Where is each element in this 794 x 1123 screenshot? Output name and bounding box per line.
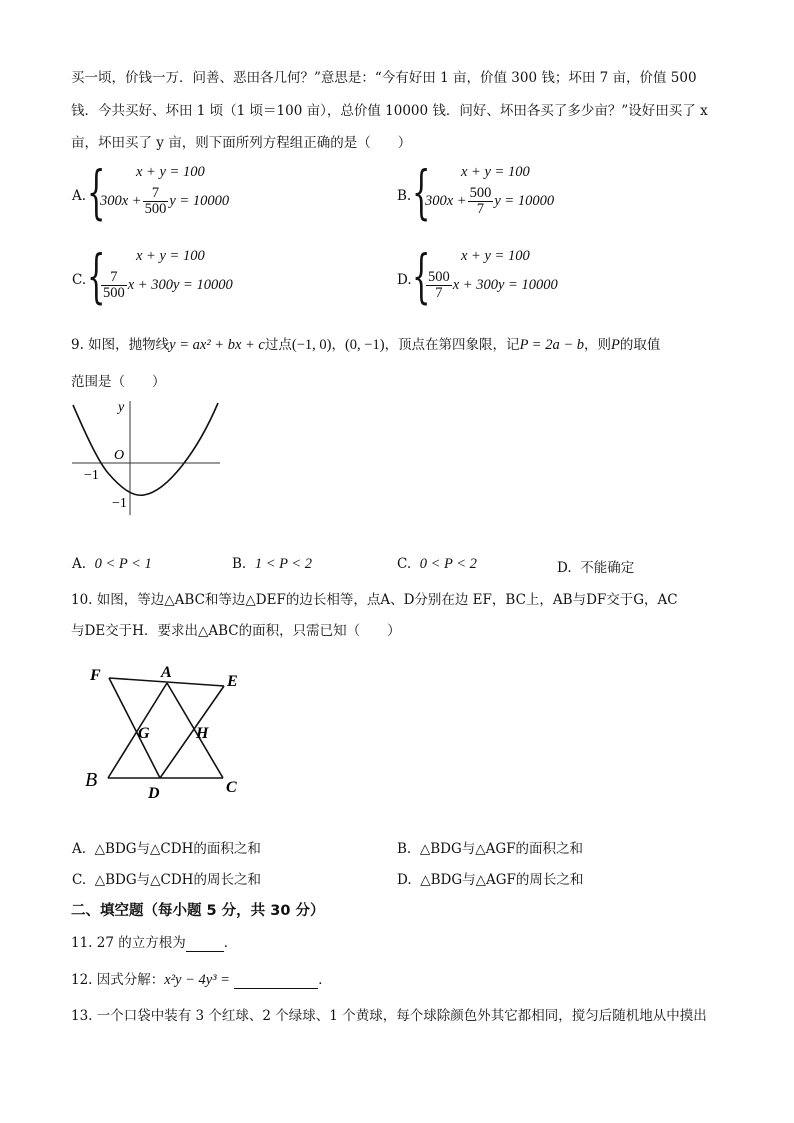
q8-option-a[interactable]: [72, 160, 372, 230]
q8-line-1: 买一顷，价钱一万．问善、恶田各几何？”意思是：“今有好田 1 亩，价值 300 钱；坏田 7 亩，价值 500: [71, 70, 697, 86]
equation-1: x + y = 100: [461, 164, 530, 180]
brace-icon: {: [87, 242, 106, 310]
y-tick-label: −1: [112, 496, 127, 511]
q10-option-a[interactable]: A. △BDG与△CDH的面积之和: [72, 841, 261, 857]
q8-option-d[interactable]: [397, 244, 697, 314]
label-f: F: [90, 667, 101, 684]
q10-option-c[interactable]: C. △BDG与△CDH的周长之和: [72, 872, 261, 888]
x-tick-label: −1: [84, 468, 99, 483]
origin-label: O: [114, 448, 125, 463]
point-2: (0, −1): [344, 337, 385, 353]
brace-icon: {: [412, 242, 431, 310]
q9-option-b[interactable]: B. 1 < P < 2: [232, 556, 312, 572]
option-label: D.: [397, 272, 412, 288]
option-label: A.: [72, 188, 87, 204]
y-axis-label: y: [118, 400, 125, 415]
equation-2: 300x + $\frac{500}{7}$ y = 10000: [425, 185, 555, 218]
answer-blank[interactable]: [186, 935, 224, 952]
answer-blank[interactable]: [234, 972, 318, 989]
equation-1: x + y = 100: [136, 248, 205, 264]
equation-2: $\frac{500}{7}$ x + 300y = 10000: [428, 269, 558, 302]
q9-option-a[interactable]: A. 0 < P < 1: [72, 556, 152, 572]
label-d: D: [148, 785, 160, 802]
brace-icon: {: [87, 158, 106, 226]
q10-line-1: 10. 如图，等边△ABC和等边△DEF的边长相等，点A、D分别在边 EF，BC上，AB与DF交于G，AC: [71, 592, 678, 608]
q10-line-2: 与DE交于H．要求出△ABC的面积，只需已知（ ）: [71, 623, 401, 639]
q9-option-d[interactable]: D. 不能确定: [557, 560, 635, 576]
equation-1: x + y = 100: [461, 248, 530, 264]
label-a: A: [161, 664, 172, 681]
q8-option-c[interactable]: [72, 244, 372, 314]
p-definition: P = 2a − b: [519, 337, 584, 353]
brace-icon: {: [412, 158, 431, 226]
q11: 11. 27 的立方根为 ．: [71, 935, 238, 951]
label-b: B: [85, 769, 98, 791]
equation-2: $\frac{7}{500}$ x + 300y = 10000: [103, 269, 233, 302]
label-e: E: [227, 673, 238, 690]
parabola-graph: [68, 395, 228, 520]
q9-option-c[interactable]: C. 0 < P < 2: [397, 556, 477, 572]
q8-line-3: 亩，坏田买了 y 亩，则下面所列方程组正确的是（ ）: [71, 135, 412, 151]
point-1: (−1, 0): [291, 337, 332, 353]
q9-line-2: 范围是（ ）: [71, 374, 166, 390]
q8-line-2: 钱．今共买好、坏田 1 顷（1 顷＝100 亩），总价值 10000 钱．问好、坏田各买了多少亩？”设好田买了 x: [71, 103, 708, 119]
label-g: G: [138, 725, 150, 742]
q12: 12. 因式分解：x²y − 4y³ = ．: [71, 972, 332, 988]
label-c: C: [226, 779, 237, 796]
equation-2: 300x + $\frac{7}{500}$ y = 10000: [100, 185, 230, 218]
q10-option-d[interactable]: D. △BDG与△AGF的周长之和: [397, 872, 584, 888]
option-label: C.: [72, 272, 87, 288]
equation-1: x + y = 100: [136, 164, 205, 180]
label-h: H: [196, 725, 209, 742]
parabola-formula: y = ax² + bx + c: [169, 337, 265, 353]
triangle-figure: [80, 656, 255, 806]
q9-line-1: 9. 如图，抛物线y = ax² + bx + c过点(−1, 0)，(0, −1)，顶点在第四象限，记P = 2a − b，则P的取值: [71, 337, 661, 353]
factor-expression: x²y − 4y³ =: [164, 972, 230, 988]
q10-option-b[interactable]: B. △BDG与△AGF的面积之和: [397, 841, 584, 857]
segment-ac: [167, 683, 223, 778]
q13-line-1: 13. 一个口袋中装有 3 个红球、2 个绿球、1 个黄球，每个球除颜色外其它都相同，搅匀后随机地从中摸出: [71, 1008, 707, 1024]
option-label: B.: [397, 188, 412, 204]
section-title: 二、填空题（每小题 5 分，共 30 分）: [71, 903, 325, 919]
q8-option-b[interactable]: [397, 160, 697, 230]
